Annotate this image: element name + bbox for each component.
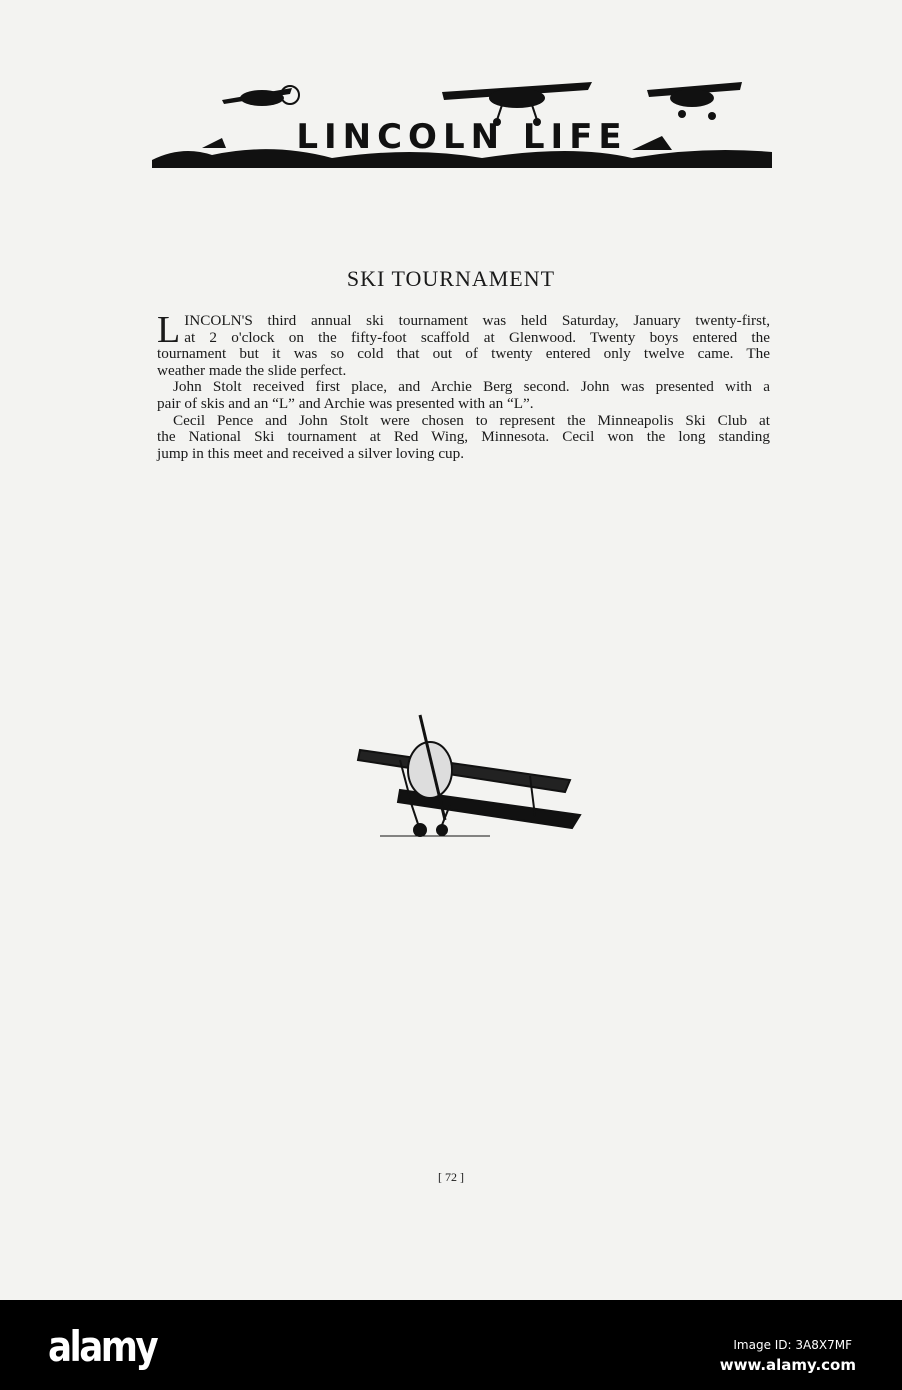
paragraph-2: [157, 379, 770, 412]
biplane-illustration: [340, 710, 590, 840]
article-title: SKI TOURNAMENT: [346, 266, 556, 291]
banner-illustration-icon: [152, 70, 772, 170]
watermark-url: www.alamy.com: [719, 1356, 856, 1374]
text-line: weather made the slide perfect.: [157, 361, 347, 379]
article-body: [157, 309, 770, 462]
text-line: jump in this meet and received a silver loving cup.: [157, 444, 465, 462]
text-line: tournament but it was so cold that out of twenty entered only twelve came. The: [157, 345, 770, 363]
text-line: INCOLN'S third annual ski tournament was held Saturday, January twenty-first,: [184, 312, 770, 329]
banner-text: LINCOLN LIFE: [296, 117, 628, 157]
paragraph-1: [157, 309, 770, 379]
text-line: at 2 o'clock on the fifty-foot scaffold at Glenwood. Twenty boys entered the: [184, 328, 770, 346]
watermark-bar: [0, 1300, 902, 1390]
image-id: Image ID: 3A8X7MF: [733, 1338, 852, 1352]
paragraph-3: [157, 413, 770, 463]
lincoln-life-banner: [152, 70, 772, 170]
page-number: [ 72 ]: [438, 1170, 464, 1184]
text-line: pair of skis and an “L” and Archie was presented with an “L”.: [157, 394, 534, 412]
text-line: Cecil Pence and John Stolt were chosen to represent the Minneapolis Ski Club at: [173, 411, 770, 429]
drop-cap: L: [157, 309, 181, 351]
text-line: John Stolt received first place, and Archie Berg second. John was presented with a: [173, 378, 770, 396]
alamy-logo: alamy: [48, 1322, 157, 1371]
biplane-icon: [340, 710, 590, 840]
text-line: the National Ski tournament at Red Wing, Minnesota. Cecil won the long standing: [157, 428, 770, 446]
